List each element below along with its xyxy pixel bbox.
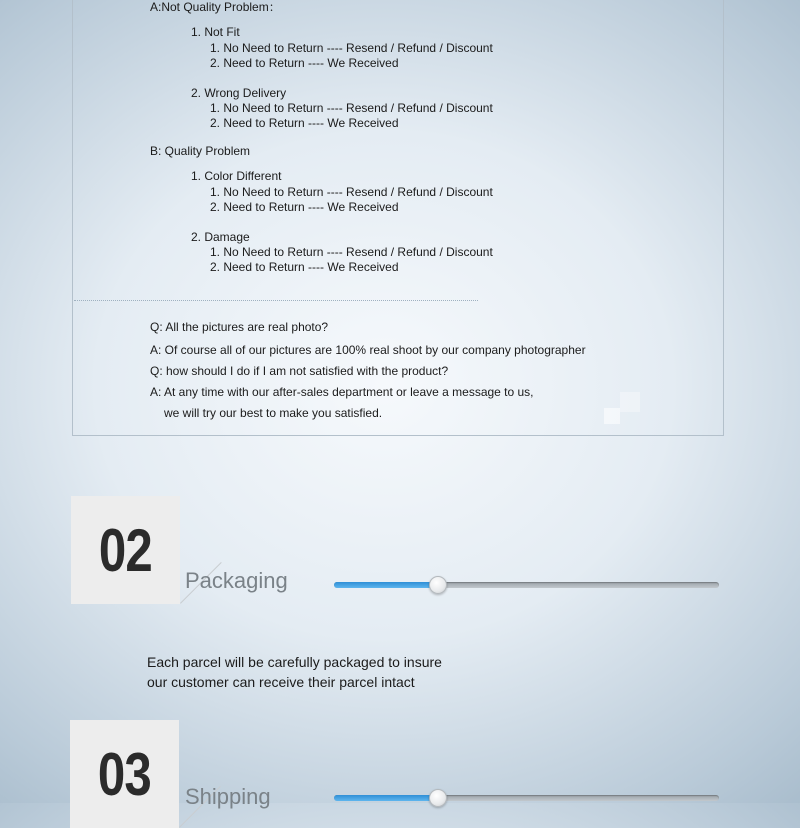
- section-description-line-1: Each parcel will be carefully packaged to insure: [147, 654, 442, 670]
- not-fit-option-1: 1. No Need to Return ---- Resend / Refund / Discount: [210, 41, 493, 55]
- section-number-box: [70, 720, 179, 828]
- wrong-delivery-option-1: 1. No Need to Return ---- Resend / Refund / Discount: [210, 101, 493, 115]
- wrong-delivery-option-2: 2. Need to Return ---- We Received: [210, 116, 399, 130]
- faq-answer-2-continued: we will try our best to make you satisfied.: [164, 406, 383, 420]
- decorative-square: [604, 408, 620, 424]
- section-progress-track: [334, 582, 719, 588]
- section-title: Shipping: [185, 784, 271, 809]
- section-description-line-2: our customer can receive their parcel intact: [147, 674, 415, 690]
- faq-answer-2: A: At any time with our after-sales department or leave a message to us,: [150, 385, 534, 399]
- damage-title: 2. Damage: [191, 230, 250, 244]
- not-quality-heading: A:Not Quality Problem：: [150, 0, 281, 14]
- section-number: 02: [98, 516, 153, 584]
- color-different-option-2: 2. Need to Return ---- We Received: [210, 200, 399, 214]
- decorative-square: [620, 392, 640, 412]
- section-progress-knob: [429, 789, 447, 807]
- not-fit-title: 1. Not Fit: [191, 25, 240, 39]
- dotted-divider: [74, 300, 478, 301]
- section-title: Packaging: [185, 568, 288, 593]
- wrong-delivery-title: 2. Wrong Delivery: [191, 86, 287, 100]
- color-different-title: 1. Color Different: [191, 169, 282, 183]
- damage-option-2: 2. Need to Return ---- We Received: [210, 260, 399, 274]
- section-progress-fill: [334, 582, 438, 588]
- not-fit-option-2: 2. Need to Return ---- We Received: [210, 56, 399, 70]
- section-progress-knob: [429, 576, 447, 594]
- faq-question-1: Q: All the pictures are real photo?: [150, 320, 329, 334]
- section-progress-track: [334, 795, 719, 801]
- section-progress-fill: [334, 795, 438, 801]
- color-different-option-1: 1. No Need to Return ---- Resend / Refund / Discount: [210, 185, 493, 199]
- damage-option-1: 1. No Need to Return ---- Resend / Refund / Discount: [210, 245, 493, 259]
- section-number: 03: [97, 740, 152, 808]
- faq-answer-1: A: Of course all of our pictures are 100% real shoot by our company photographer: [150, 343, 586, 357]
- section-number-box: [71, 496, 180, 604]
- faq-question-2: Q: how should I do if I am not satisfied with the product?: [150, 364, 449, 378]
- quality-heading: B: Quality Problem: [150, 144, 251, 158]
